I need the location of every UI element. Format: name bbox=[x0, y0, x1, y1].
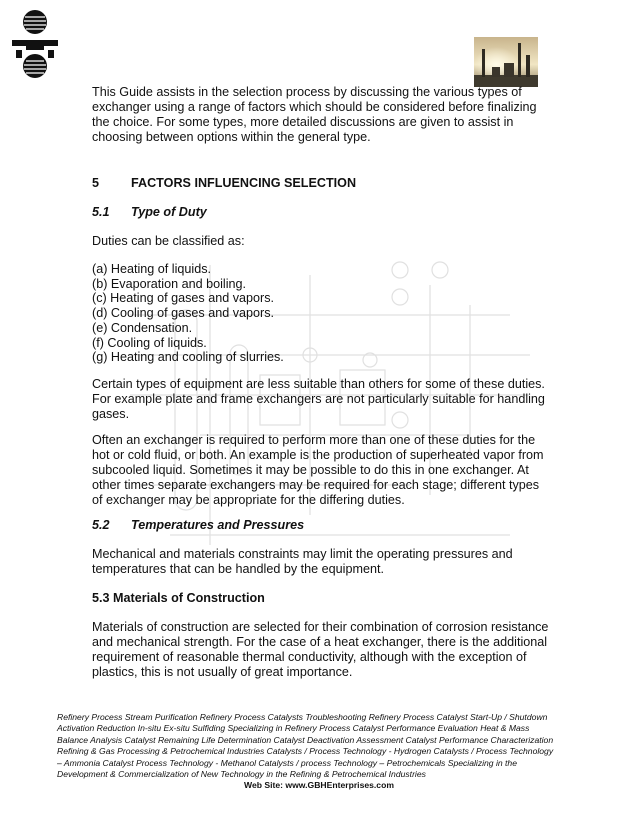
subsection-5-2-number: 5.2 bbox=[92, 518, 110, 532]
website-link[interactable]: Web Site: www.GBHEnterprises.com bbox=[244, 780, 394, 790]
duty-item: (d) Cooling of gases and vapors. bbox=[92, 306, 275, 321]
company-logo bbox=[10, 8, 60, 80]
duties-list bbox=[92, 262, 284, 365]
subsection-5-3-title: 5.3 Materials of Construction bbox=[92, 591, 265, 605]
multiple-duties-paragraph: Often an exchanger is required to perform more than one of these duties for the hot or cold fluid, or both. An example is the production of superheated vapor from subcooled liquid. Sometimes it may be possible to do this in one exchanger. At other times separate exchangers may be required for each stage; different types of exchanger may be appropriate for the differing duties. bbox=[92, 433, 544, 507]
duty-item: (c) Heating of gases and vapors. bbox=[92, 291, 275, 306]
section-5-number: 5 bbox=[92, 176, 100, 190]
footer-text: Refinery Process Stream Purification Refinery Process Catalysts Troubleshooting Refinery Process Catalyst Start-Up / Shutdown Activation Reduction In-situ Ex-situ Sulfiding Specializing in Refinery Process Catalyst Performance Evaluation Heat & Mass Balance Analysis Catalyst Remaining Life Determination Catalyst Deactivation Assessment Catalyst Performance Characterization Refining & Gas Processing & Petrochemical Industries Catalysts / Process Technology - Hydrogen Catalysts / Process Technology – Ammonia Catalyst Process Technology - Methanol Catalysts / process Technology – Petrochemicals Specializing in the Development & Commercialization of New Technology in the Refining & Petrochemical Industries bbox=[57, 712, 554, 780]
materials-paragraph: Materials of construction are selected for their combination of corrosion resistance and mechanical strength. For the case of a heat exchanger, there is the additional requirement of reasonable thermal conductivity, although with the exception of plastics, this is not usually of great importance. bbox=[92, 620, 549, 679]
subsection-5-2-title: Temperatures and Pressures bbox=[131, 518, 305, 532]
duty-item: (g) Heating and cooling of slurries. bbox=[92, 350, 284, 365]
equipment-paragraph: Certain types of equipment are less suitable than others for some of these duties. For example plate and frame exchangers are not particularly suitable for handling gases. bbox=[92, 377, 545, 421]
refinery-photo bbox=[474, 37, 538, 87]
duty-item: (b) Evaporation and boiling. bbox=[92, 276, 247, 291]
intro-paragraph: This Guide assists in the selection process by discussing the various types of exchanger using a range of factors which should be considered before finalizing the choice. For some types, more detailed discussions are given to assist in choosing between options within the general type. bbox=[92, 85, 537, 144]
temperatures-paragraph: Mechanical and materials constraints may limit the operating pressures and temperatures that can be handled by the equipment. bbox=[92, 547, 513, 576]
subsection-5-1-number: 5.1 bbox=[92, 205, 110, 219]
duty-item: (f) Cooling of liquids. bbox=[92, 335, 207, 350]
duties-intro: Duties can be classified as: bbox=[92, 234, 245, 248]
section-5-title: FACTORS INFLUENCING SELECTION bbox=[131, 176, 357, 190]
duty-item: (e) Condensation. bbox=[92, 320, 193, 335]
subsection-5-1-title: Type of Duty bbox=[131, 205, 207, 219]
duty-item: (a) Heating of liquids. bbox=[92, 262, 212, 276]
